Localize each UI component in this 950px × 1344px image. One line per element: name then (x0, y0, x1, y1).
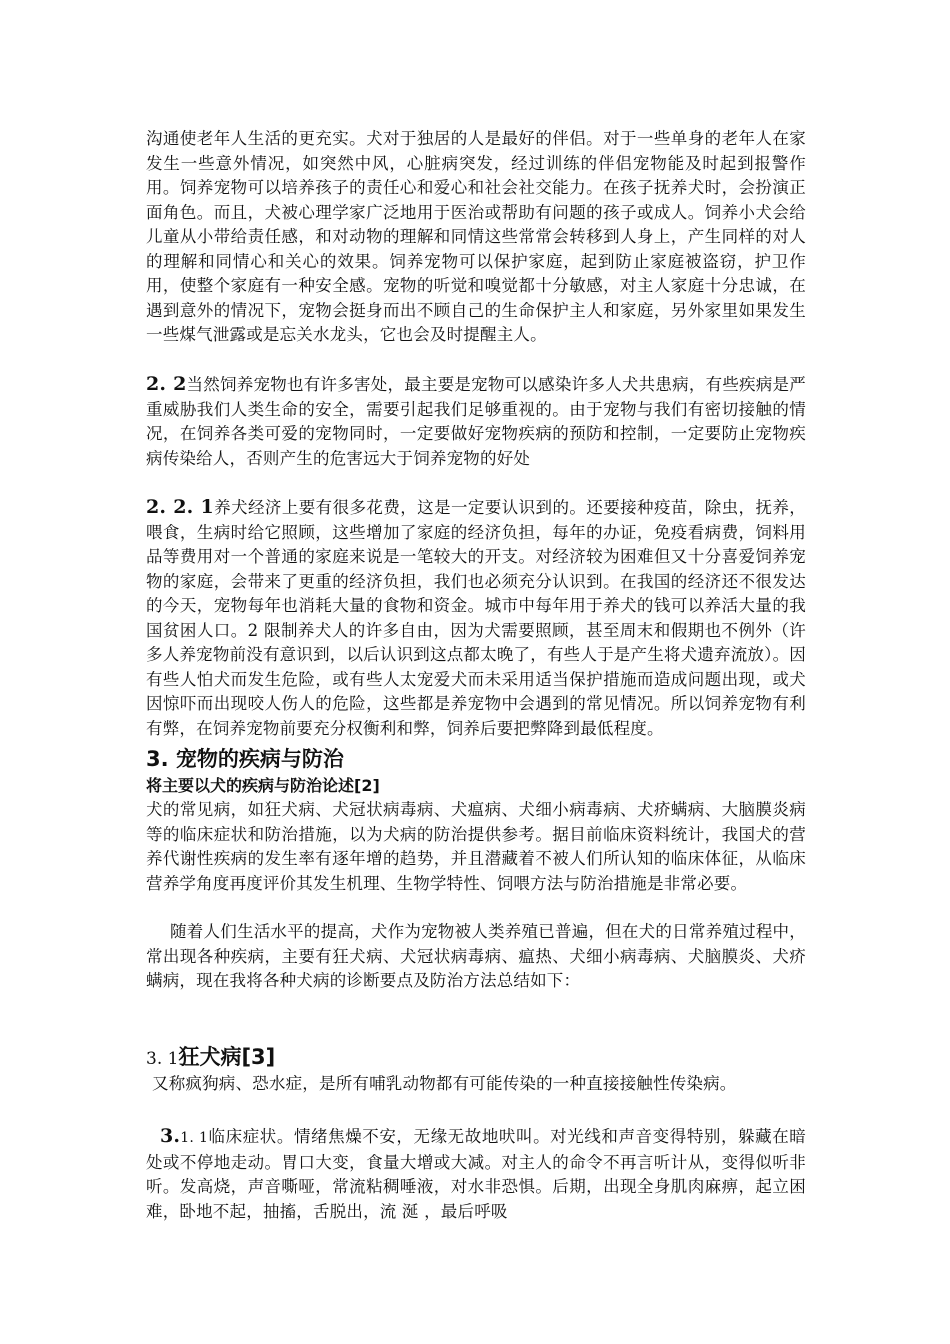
paragraph-benefits: 沟通使老年人生活的更充实。犬对于独居的人是最好的伴侣。对于一些单身的老年人在家发生一些意外情况，如突然中风，心脏病突发，经过训练的伴侣宠物能及时起到报警作用。饲养宠物可以培养孩子的责任心和爱心和社会社交能力。在孩子抚养犬时，会扮演正面角色。而且，犬被心理学家广泛地用于医治或帮助有问题的孩子或成人。饲养小犬会给儿童从小带给责任感，和对动物的理解和同情这些常常会转移到人身上，产生同样的对人的理解和同情心和关心的效果。饲养宠物可以保护家庭，起到防止家庭被盗窃，护卫作用，使整个家庭有一种安全感。宠物的听觉和嗅觉都十分敏感，对主人家庭十分忠诚，在遇到意外的情况下，宠物会挺身而出不顾自己的生命保护主人和家庭，另外家里如果发生一些煤气泄露或是忘关水龙头，它也会及时提醒主人。 (146, 129, 806, 344)
paragraph-rabies-definition: 又称疯狗病、恐水症，是所有哺乳动物都有可能传染的一种直接接触性传染病。 (152, 1074, 737, 1093)
heading-text: 狂犬病[3] (178, 1045, 276, 1069)
paragraph-2-2-1 (146, 495, 806, 741)
section-heading-3-1 (146, 1043, 806, 1073)
section-subnumber: 1. 1 (180, 1130, 209, 1146)
section-number: 3. 1 (146, 1049, 179, 1069)
section-number: 2. 2. 1 (146, 496, 214, 518)
section-number: 2. 2 (146, 373, 187, 395)
section-heading-3: 3. 宠物的疾病与防治 (146, 747, 344, 771)
paragraph-text: 当然饲养宠物也有许多害处，最主要是宠物可以感染许多人犬共患病，有些疾病是严重威胁我们人类生命的安全，需要引起我们足够重视的。由于宠物与我们有密切接触的情况，在饲养各类可爱的宠物同时，一定要做好宠物疾病的预防和控制，一定要防止宠物疾病传染给人，否则产生的危害远大于饲养宠物的好处 (146, 375, 806, 468)
paragraph-text: 养犬经济上要有很多花费，这是一定要认识到的。还要接种疫苗，除虫，抚养，喂食，生病时给它照顾，这些增加了家庭的经济负担，每年的办证，免疫看病费，饲料用品等费用对一个普通的家庭来说是一笔较大的开支。对经济较为困难但又十分喜爱饲养宠物的家庭，会带来了更重的经济负担，我们也必须充分认识到。在我国的经济还不很发达的今天，宠物每年也消耗大量的食物和资金。城市中每年用于养犬的钱可以养活大量的我国贫困人口。2 限制养犬人的许多自由，因为犬需要照顾，甚至周末和假期也不例外（许多人养宠物前没有意识到，以后认识到这点都太晚了，有些人于是产生将犬遗弃流放）。因有些人怕犬而发生危险，或有些人太宠爱犬而未采用适当保护措施而造成问题出现，或犬因惊吓而出现咬人伤人的危险，这些都是养宠物中会遇到的常见情况。所以饲养宠物有利有弊，在饲养宠物前要充分权衡利和弊，饲养后要把弊降到最低程度。 (146, 498, 806, 738)
paragraph-intro-diagnosis: 随着人们生活水平的提高，犬作为宠物被人类养殖已普遍，但在犬的日常养殖过程中，常出现各种疾病，主要有狂犬病、犬冠状病毒病、瘟热、犬细小病毒病、犬脑膜炎、犬疥螨病，现在我将各种犬病的诊断要点及防治方法总结如下： (146, 922, 806, 990)
paragraph-text: 临床症状。情绪焦燥不安，无缘无故地吠叫。对光线和声音变得特别，躲藏在暗处或不停地走动。胃口大变，食量大增或大减。对主人的命令不再言听计从，变得似听非听。发高烧，声音嘶哑，常流粘稠唾液，对水非恐惧。后期，出现全身肌肉麻痹，起立困难，卧地不起，抽搐，舌脱出，流 涎 ，最后呼吸 (146, 1127, 807, 1221)
paragraph-2-2 (146, 372, 806, 471)
subheading: 将主要以犬的疾病与防治论述[2] (146, 776, 380, 795)
paragraph-3-1-1 (146, 1124, 806, 1224)
section-number: 3. (160, 1125, 181, 1147)
paragraph-common-diseases: 犬的常见病，如狂犬病、犬冠状病毒病、犬瘟病、犬细小病毒病、犬疥螨病、大脑膜炎病等的临床症状和防治措施，以为犬病的防治提供参考。据目前临床资料统计，我国犬的营养代谢性疾病的发生率有逐年增的趋势，并且潜藏着不被人们所认知的临床体征，从临床营养学角度再度评价其发生机理、生物学特性、饲喂方法与防治措施是非常必要。 (146, 800, 806, 893)
